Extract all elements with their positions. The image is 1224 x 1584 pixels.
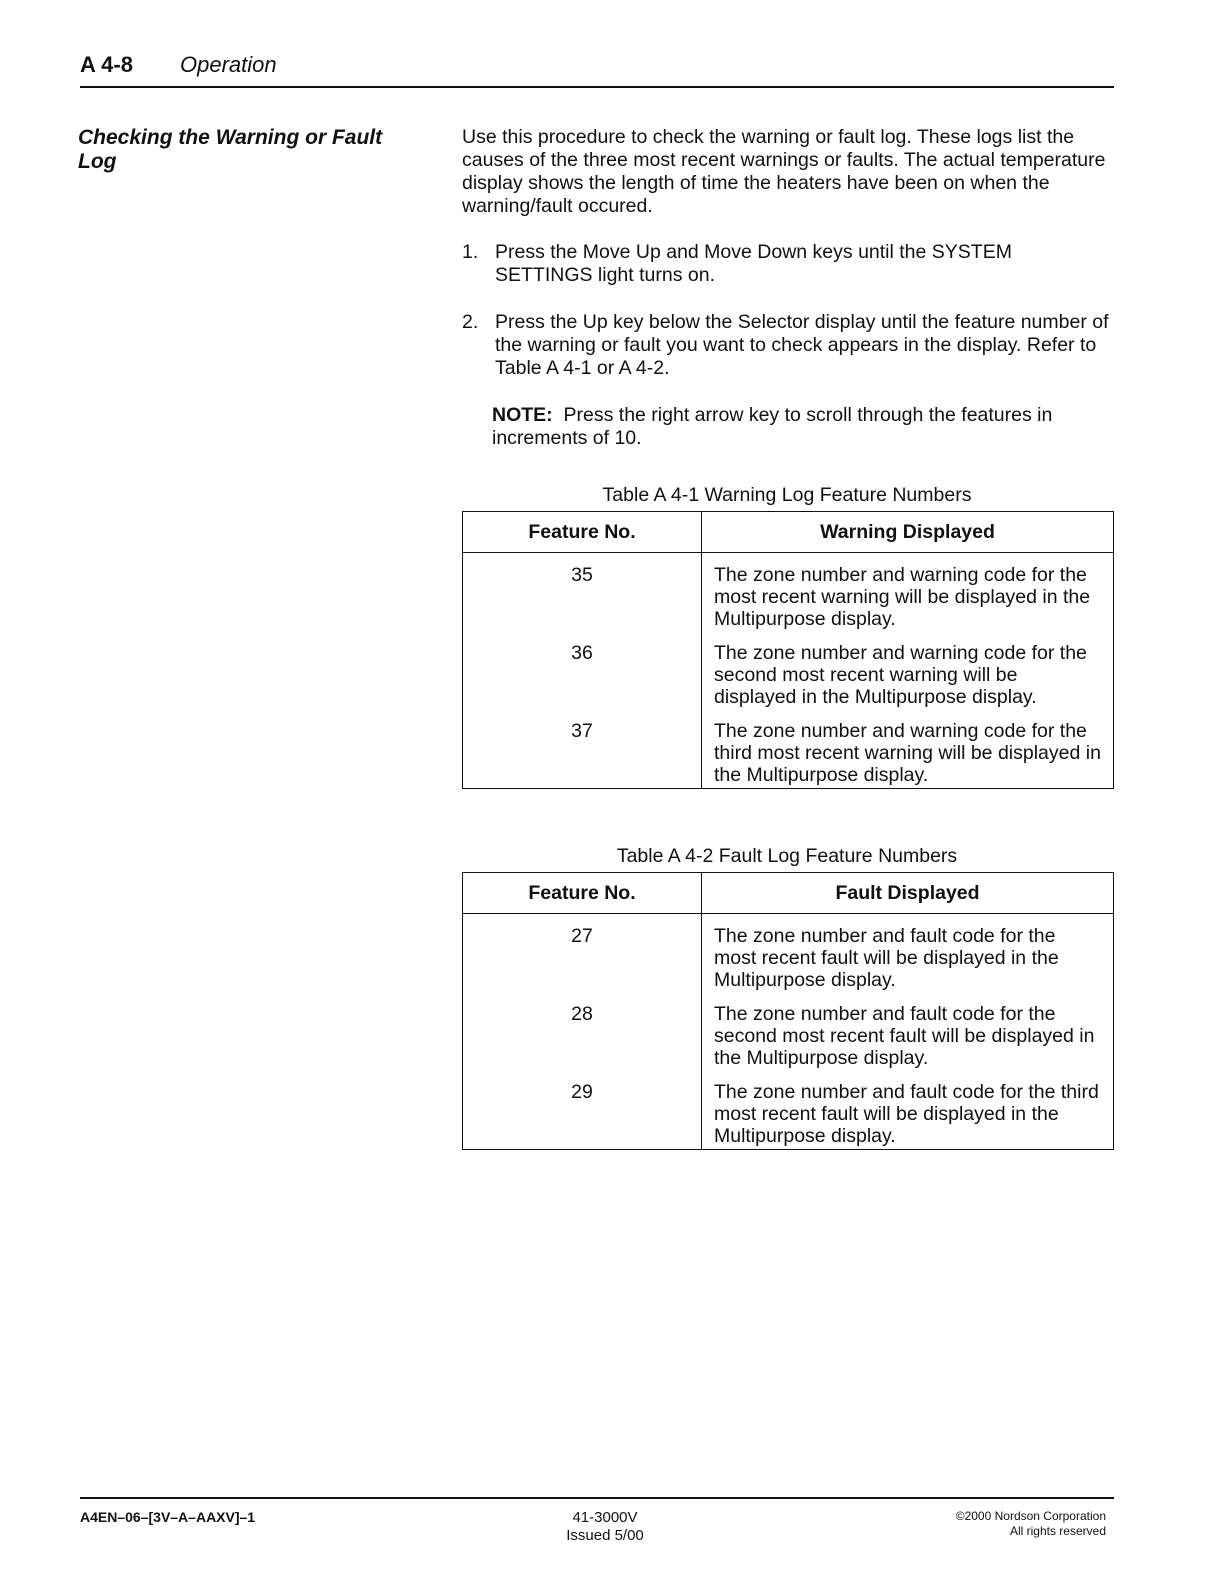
warning-log-table xyxy=(462,511,1114,789)
page-number: A 4-8 xyxy=(80,52,133,77)
step-number: 1. xyxy=(462,241,479,263)
feature-number: 28 xyxy=(463,993,702,1071)
table-row xyxy=(463,632,1114,710)
note-text: Press the right arrow key to scroll through the features in increments of 10. xyxy=(492,404,1053,449)
section-title: Operation xyxy=(180,52,277,77)
main-content xyxy=(462,126,1112,1150)
table-header-row xyxy=(463,512,1114,553)
step-item xyxy=(462,241,1112,287)
column-header: Feature No. xyxy=(463,512,702,553)
part-number: 41-3000V xyxy=(572,1509,638,1526)
table-header-row xyxy=(463,873,1114,914)
document-code: A4EN–06–[3V–A–AAXV]–1 xyxy=(80,1509,256,1525)
feature-description: The zone number and warning code for the second most recent warning will be displayed in the Multipurpose display. xyxy=(714,642,1087,708)
note-label: NOTE: xyxy=(492,404,553,426)
page-footer xyxy=(80,1497,1114,1544)
rights-text: All rights reserved xyxy=(1009,1524,1106,1538)
footer-center xyxy=(550,1509,660,1545)
feature-description: The zone number and warning code for the third most recent warning will be displayed in the Multipurpose display. xyxy=(714,720,1101,786)
table-row xyxy=(463,553,1114,633)
step-number: 2. xyxy=(462,311,479,333)
feature-description: The zone number and fault code for the most recent fault will be displayed in the Multipurpose display. xyxy=(714,925,1059,991)
table-row xyxy=(463,1071,1114,1150)
procedure-steps xyxy=(462,241,1112,380)
step-text: Press the Up key below the Selector display until the feature number of the warning or fault you want to check appears in the display. Refer to Table A 4-1 or A 4-2. xyxy=(495,311,1109,379)
feature-number: 36 xyxy=(463,632,702,710)
table-row xyxy=(463,914,1114,994)
feature-description: The zone number and fault code for the third most recent fault will be displayed in the Multipurpose display. xyxy=(714,1081,1099,1147)
footer-copyright xyxy=(956,1509,1106,1539)
table-row xyxy=(463,710,1114,789)
feature-number: 29 xyxy=(463,1071,702,1150)
issue-date: Issued 5/00 xyxy=(566,1527,644,1544)
table2-caption: Table A 4-2 Fault Log Feature Numbers xyxy=(616,845,958,867)
feature-number: 37 xyxy=(463,710,702,789)
note xyxy=(492,404,1112,450)
feature-description: The zone number and warning code for the most recent warning will be displayed in the Multipurpose display. xyxy=(714,564,1091,630)
page-header xyxy=(80,50,1114,88)
step-text: Press the Move Up and Move Down keys until the SYSTEM SETTINGS light turns on. xyxy=(495,241,1012,286)
column-header: Feature No. xyxy=(463,873,702,914)
feature-number: 27 xyxy=(463,914,702,994)
step-item xyxy=(462,311,1112,380)
feature-description: The zone number and fault code for the second most recent fault will be displayed in the Multipurpose display. xyxy=(714,1003,1095,1069)
column-header: Fault Displayed xyxy=(702,873,1114,914)
side-heading: Checking the Warning or Fault Log xyxy=(78,126,383,173)
feature-number: 35 xyxy=(463,553,702,633)
table-row xyxy=(463,993,1114,1071)
intro-paragraph: Use this procedure to check the warning or fault log. These logs list the causes of the three most recent warnings or faults. The actual temperature display shows the length of time the heaters have been on when the warning/fault occured. xyxy=(462,126,1106,217)
table1-caption: Table A 4-1 Warning Log Feature Numbers xyxy=(602,484,972,506)
column-header: Warning Displayed xyxy=(702,512,1114,553)
fault-log-table xyxy=(462,872,1114,1150)
copyright-text: ©2000 Nordson Corporation xyxy=(955,1509,1106,1523)
